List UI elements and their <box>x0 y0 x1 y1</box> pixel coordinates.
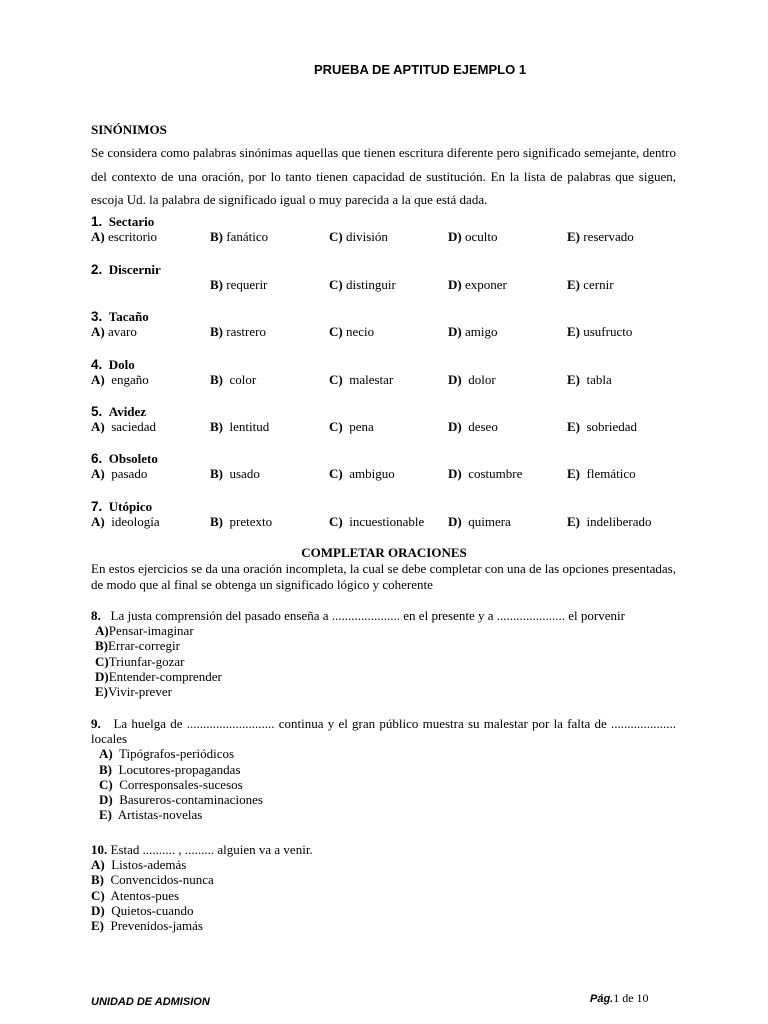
question-word: Obsoleto <box>108 451 158 466</box>
question-word: Utópico <box>108 499 153 514</box>
option-b[interactable]: B) fanático <box>210 229 269 244</box>
option-d[interactable]: D) deseo <box>448 419 498 434</box>
option-d[interactable]: D) exponer <box>448 277 507 292</box>
question-word: Sectario <box>108 214 155 229</box>
option-c[interactable]: C) distinguir <box>329 277 396 292</box>
synonym-question-1: 1. Sectario A) escritorio B) fanático C) división D) oculto E) reservado <box>91 214 634 244</box>
option-c[interactable]: C) malestar <box>329 372 394 387</box>
completion-question-10: 10. Estad .......... , ......... alguien va a venir. A) Listos-además B) Convencidos-nunca C) Atentos-pues D) Quietos-cuando E) Prevenidos-jamás <box>91 842 676 933</box>
option-a[interactable]: A)Pensar-imaginar <box>95 623 194 639</box>
synonym-question-2: 2. Discernir B) requerir C) distinguir D) exponer E) cernir <box>91 262 614 292</box>
option-e[interactable]: E) Prevenidos-jamás <box>91 918 203 934</box>
option-d[interactable]: D) dolor <box>448 372 496 387</box>
option-e[interactable]: E) tabla <box>567 372 612 387</box>
option-c[interactable]: C) incuestionable <box>329 514 425 529</box>
option-b[interactable]: B) usado <box>210 466 260 481</box>
page-title: PRUEBA DE APTITUD EJEMPLO 1 <box>313 62 527 77</box>
option-b[interactable]: B) color <box>210 372 257 387</box>
option-c[interactable]: C) Corresponsales-sucesos <box>99 776 243 792</box>
synonym-question-3: 3. Tacaño A) avaro B) rastrero C) necio D) amigo E) usufructo <box>91 309 633 339</box>
option-a[interactable]: A) escritorio <box>91 229 158 244</box>
option-a[interactable]: A) engaño <box>91 372 149 387</box>
option-d[interactable]: D) Quietos-cuando <box>91 902 194 918</box>
synonym-question-4: 4. Dolo A) engaño B) color C) malestar D) dolor E) tabla <box>91 357 612 387</box>
option-b[interactable]: B) Locutores-propagandas <box>99 761 241 777</box>
page-number: Pág.1 de 10 <box>590 991 649 1005</box>
option-a[interactable]: A) saciedad <box>91 419 156 434</box>
option-b[interactable]: B)Errar-corregir <box>95 638 180 654</box>
option-b[interactable]: B) pretexto <box>210 514 273 529</box>
synonym-question-7: 7. Utópico A) ideología B) pretexto C) incuestionable D) quimera E) indeliberado <box>91 499 652 529</box>
option-e[interactable]: E) reservado <box>567 229 634 244</box>
option-c[interactable]: C) Atentos-pues <box>91 887 180 903</box>
synonyms-heading: SINÓNIMOS <box>91 122 167 137</box>
question-stem: Estad .......... , ......... alguien va a venir. <box>110 842 313 857</box>
option-e[interactable]: E) sobriedad <box>567 419 638 434</box>
completion-question-8: 8. La justa comprensión del pasado enseña a ..................... en el presente y a ..................... el porvenir A)Pensar-imaginar B)Errar-corregir C)Triunfar-gozar D)Entender-comprender E)Vivir-prever <box>91 608 676 699</box>
option-b[interactable]: B) rastrero <box>210 324 266 339</box>
completion-heading: COMPLETAR ORACIONES <box>301 545 467 560</box>
question-word: Tacaño <box>108 309 149 324</box>
option-d[interactable]: D)Entender-comprender <box>95 668 222 684</box>
option-a[interactable]: A) ideología <box>91 514 160 529</box>
synonym-question-5: 5. Avidez A) saciedad B) lentitud C) pena D) deseo E) sobriedad <box>91 404 638 434</box>
option-b[interactable]: B) Convencidos-nunca <box>91 872 214 888</box>
option-c[interactable]: C)Triunfar-gozar <box>95 653 185 669</box>
option-e[interactable]: E)Vivir-prever <box>95 684 172 700</box>
completion-intro: En estos ejercicios se da una oración incompleta, la cual se debe completar con una de las opciones presentadas, de modo que al final se obtenga un significado lógico y coherente <box>91 561 676 592</box>
option-c[interactable]: C) división <box>329 229 388 244</box>
option-b[interactable]: B) lentitud <box>210 419 270 434</box>
synonyms-intro: Se considera como palabras sinónimas aquellas que tienen escritura diferente pero significado semejante, dentro del contexto de una oración, por lo tanto tienen capacidad de sustitución. En la lista de palabras que siguen, escoja Ud. la palabra de significado igual o muy parecida a la que está dada. <box>91 145 676 207</box>
question-stem: 9. La huelga de ........................... continua y el gran público muestra su malestar por la falta de .................... locales <box>91 716 676 747</box>
option-e[interactable]: E) Artistas-novelas <box>99 807 203 823</box>
option-d[interactable]: D) quimera <box>448 514 511 529</box>
option-a[interactable]: A) pasado <box>91 466 148 481</box>
question-word: Avidez <box>108 404 147 419</box>
option-c[interactable]: C) pena <box>329 419 374 434</box>
option-e[interactable]: E) flemático <box>567 466 636 481</box>
option-d[interactable]: D) oculto <box>448 229 498 244</box>
option-a[interactable]: A) Listos-además <box>91 857 187 873</box>
option-c[interactable]: C) ambiguo <box>329 466 395 481</box>
option-a[interactable]: A) avaro <box>91 324 137 339</box>
option-e[interactable]: E) usufructo <box>567 324 633 339</box>
option-d[interactable]: D) Basureros-contaminaciones <box>99 792 263 808</box>
completion-question-9 <box>91 716 676 822</box>
footer-unit: UNIDAD DE ADMISION <box>91 996 210 1008</box>
option-e[interactable]: E) cernir <box>567 277 614 292</box>
question-word: Discernir <box>108 262 161 277</box>
option-c[interactable]: C) necio <box>329 324 375 339</box>
option-d[interactable]: D) costumbre <box>448 466 523 481</box>
option-e[interactable]: E) indeliberado <box>567 514 652 529</box>
question-word: Dolo <box>108 357 135 372</box>
option-a[interactable]: A) Tipógrafos-periódicos <box>99 746 235 762</box>
option-b[interactable]: B) requerir <box>210 277 268 292</box>
synonym-question-6: 6. Obsoleto A) pasado B) usado C) ambiguo D) costumbre E) flemático <box>91 451 636 481</box>
question-stem: La justa comprensión del pasado enseña a ..................... en el presente y a ..................... el porvenir <box>110 608 625 623</box>
option-d[interactable]: D) amigo <box>448 324 498 339</box>
